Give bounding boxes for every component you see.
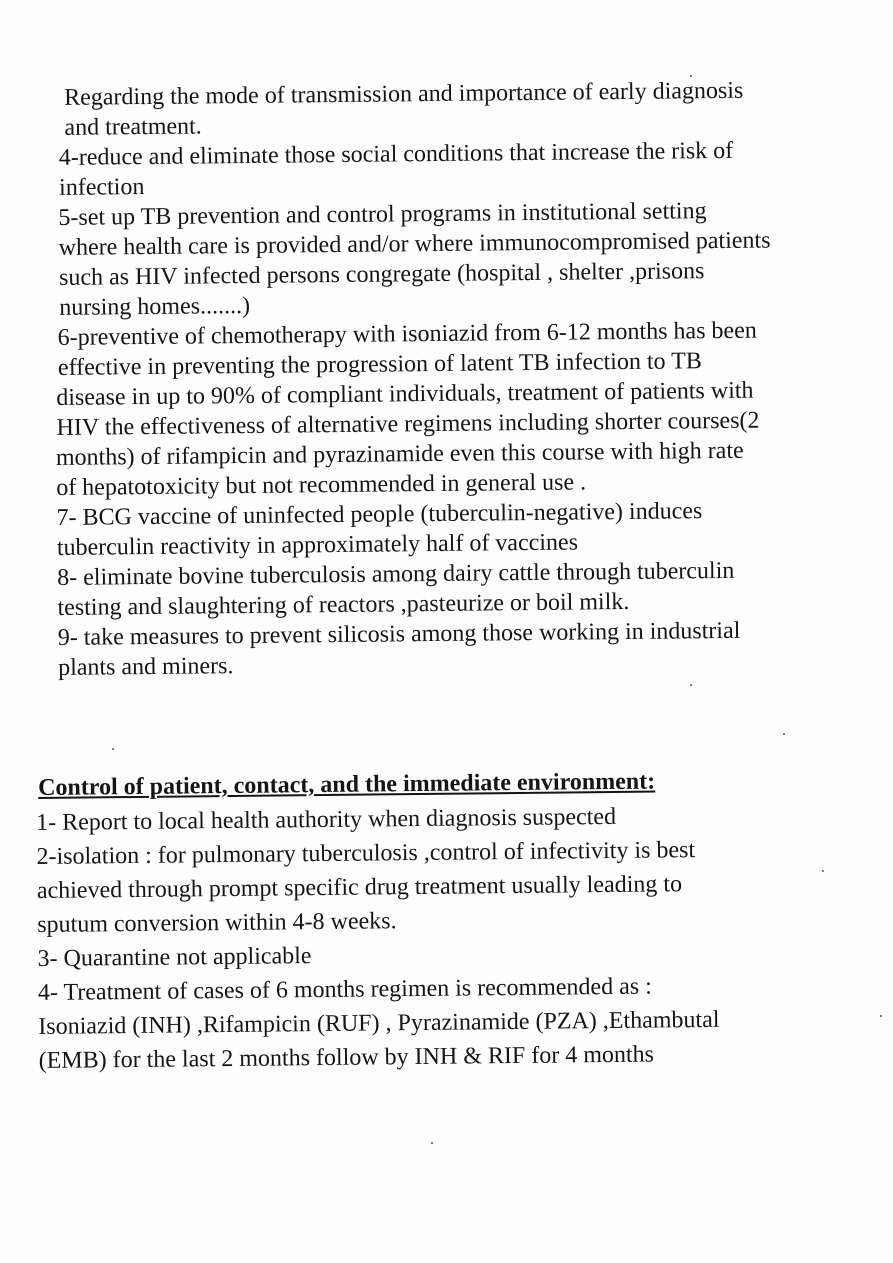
scan-speck (112, 748, 114, 750)
text-line: 4- Treatment of cases of 6 months regimen is recommended as : (37, 973, 652, 1006)
text-line: Regarding the mode of transmission and importance of early diagnosis (64, 77, 744, 111)
text-line: disease in up to 90% of compliant individuals, treatment of patients with (56, 377, 754, 411)
text-line: plants and miners. (57, 653, 234, 681)
text-line: 6-preventive of chemotherapy with isoniazid from 6-12 months has been (57, 317, 757, 351)
scan-speck (822, 870, 824, 872)
section-heading: Control of patient, contact, and the immediate environment: (38, 768, 656, 801)
text-line: (EMB) for the last 2 months follow by INH & RIF for 4 months (38, 1041, 655, 1074)
text-line: where health care is provided and/or where immunocompromised patients (58, 227, 771, 261)
text-line: such as HIV infected persons congregate (hospital , shelter ,prisons (58, 258, 705, 291)
text-line: tuberculin reactivity in approximately half of vaccines (56, 529, 579, 561)
scan-speck (880, 1015, 882, 1017)
text-line: infection (58, 174, 145, 201)
text-line: 4-reduce and eliminate those social conditions that increase the risk of (58, 137, 734, 171)
text-line: months) of rifampicin and pyrazinamide even this course with high rate (55, 437, 744, 471)
text-line: 2-isolation : for pulmonary tuberculosis ,control of infectivity is best (36, 837, 696, 870)
text-line: achieved through prompt specific drug treatment usually leading to (36, 871, 683, 904)
text-line: 7- BCG vaccine of uninfected people (tuberculin-negative) induces (56, 498, 703, 531)
scan-speck (431, 1142, 433, 1144)
text-line: testing and slaughtering of reactors ,pasteurize or boil milk. (57, 588, 630, 621)
text-line: 5-set up TB prevention and control programs in institutional setting (58, 198, 707, 231)
text-line: Isoniazid (INH) ,Rifampicin (RUF) , Pyrazinamide (PZA) ,Ethambutal (38, 1006, 720, 1040)
scan-speck (783, 733, 785, 735)
text-line: nursing homes.......) (59, 292, 251, 321)
prevention-measures-text (52, 75, 858, 683)
scan-speck (690, 75, 692, 77)
text-line: 8- eliminate bovine tuberculosis among dairy cattle through tuberculin (57, 557, 735, 591)
text-line: effective in preventing the progression of latent TB infection to TB (57, 348, 702, 381)
text-line: 1- Report to local health authority when diagnosis suspected (36, 803, 617, 836)
scan-speck (690, 684, 692, 686)
text-line: and treatment. (64, 113, 202, 141)
patient-control-text (36, 797, 859, 1078)
text-line: 9- take measures to prevent silicosis among those working in industrial (57, 617, 741, 651)
text-line: sputum conversion within 4-8 weeks. (37, 908, 397, 938)
text-line: of hepatotoxicity but not recommended in general use . (56, 469, 587, 501)
text-line: HIV the effectiveness of alternative regimens including shorter courses(2 (56, 407, 760, 441)
text-line: 3- Quarantine not applicable (37, 943, 312, 972)
